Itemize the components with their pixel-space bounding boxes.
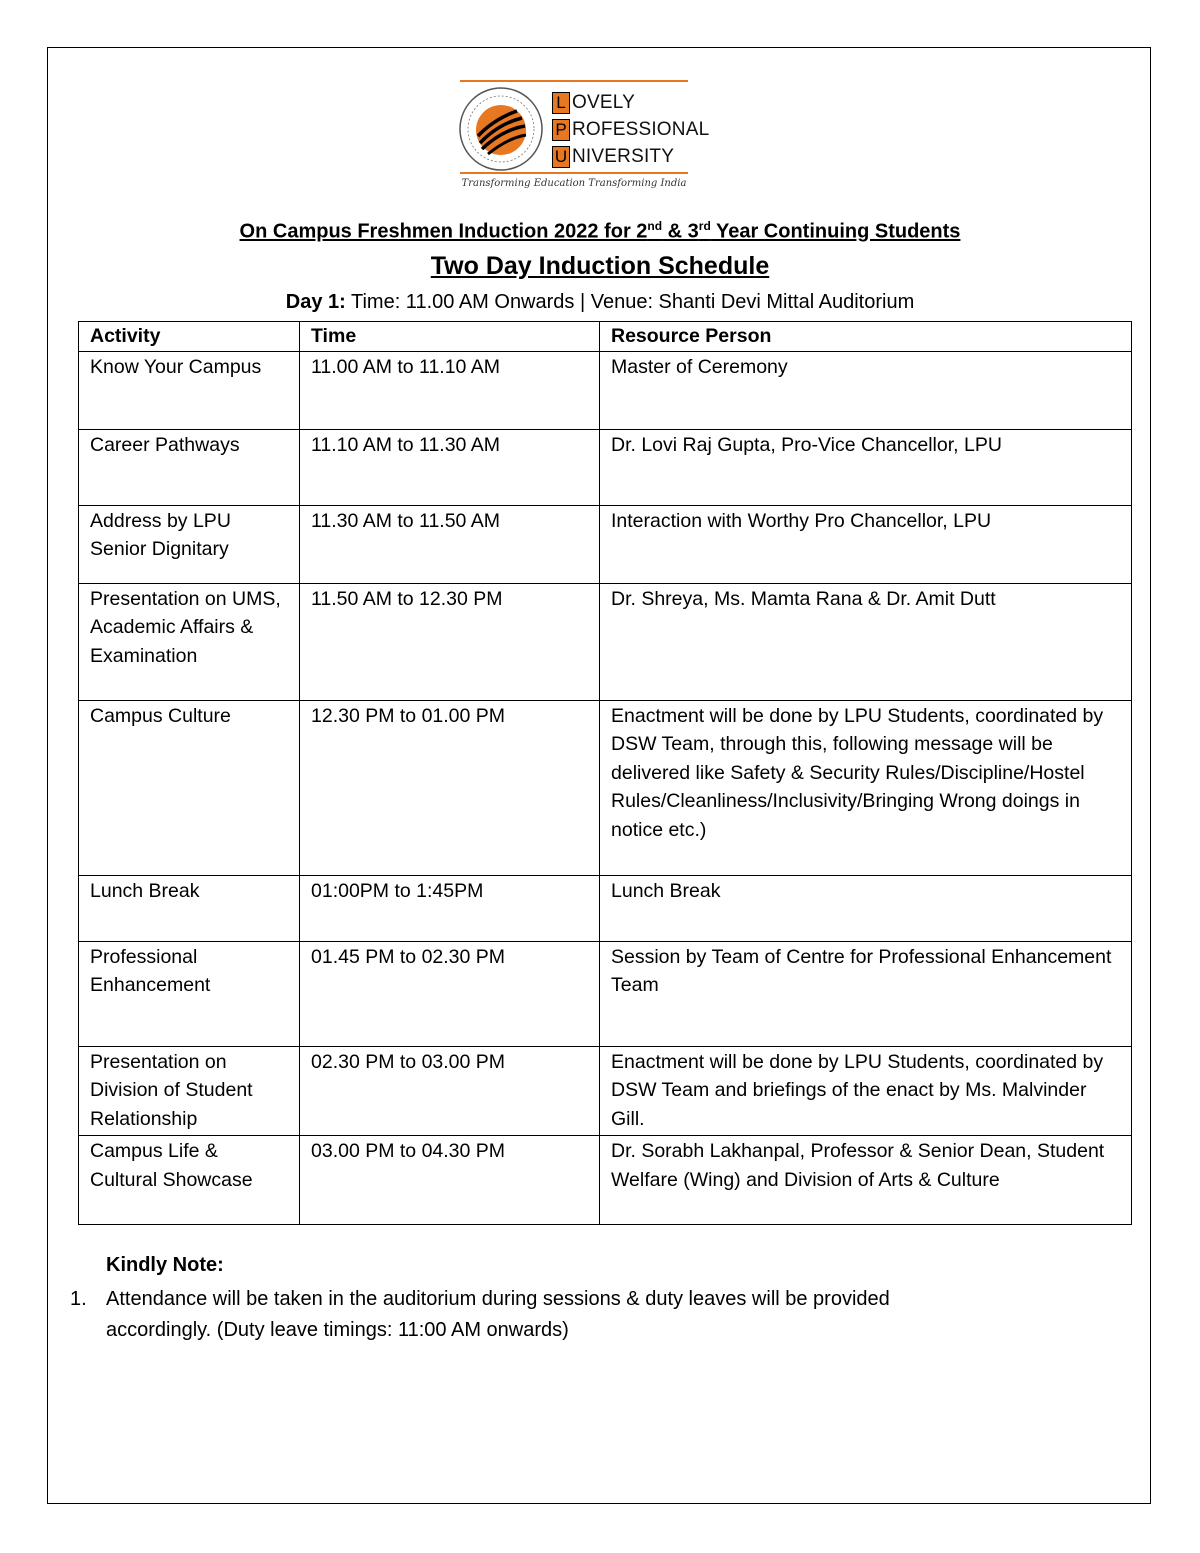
- activity-cell: Career Pathways: [79, 429, 300, 505]
- time-cell: 11.50 AM to 12.30 PM: [300, 583, 600, 700]
- logo-initial: P: [552, 119, 570, 141]
- day-info: [0, 291, 1200, 314]
- time-cell: 11.30 AM to 11.50 AM: [300, 505, 600, 583]
- resource-person-cell: Dr. Sorabh Lakhanpal, Professor & Senior Dean, Student Welfare (Wing) and Division of Arts & Culture: [600, 1136, 1132, 1225]
- logo-word: NIVERSITY: [572, 146, 675, 167]
- activity-cell: Professional Enhancement: [79, 941, 300, 1046]
- table-row: [79, 941, 1132, 1046]
- activity-cell: Lunch Break: [79, 875, 300, 941]
- table-row: [79, 429, 1132, 505]
- activity-cell: Address by LPU Senior Dignitary: [79, 505, 300, 583]
- time-cell: 12.30 PM to 01.00 PM: [300, 700, 600, 875]
- logo-top-bar: [460, 80, 688, 82]
- logo-row: [552, 144, 709, 170]
- logo-row: [552, 90, 709, 116]
- resource-person-cell: Enactment will be done by LPU Students, coordinated by DSW Team, through this, following message will be delivered like Safety & Security Rules/Discipline/Hostel Rules/Cleanliness/Inclusivity/Bringing Wrong doings in notice etc.): [600, 700, 1132, 875]
- resource-person-cell: Dr. Shreya, Ms. Mamta Rana & Dr. Amit Dutt: [600, 583, 1132, 700]
- table-row: [79, 1136, 1132, 1225]
- day-label: Day 1:: [285, 291, 346, 313]
- logo-word: OVELY: [572, 92, 635, 113]
- document-title: [0, 219, 1200, 244]
- time-cell: 03.00 PM to 04.30 PM: [300, 1136, 600, 1225]
- logo-word: ROFESSIONAL: [572, 119, 710, 140]
- table-row: [79, 351, 1132, 429]
- time-cell: 02.30 PM to 03.00 PM: [300, 1046, 600, 1136]
- activity-cell: Presentation on UMS, Academic Affairs & Examination: [79, 583, 300, 700]
- title-part: & 3: [662, 220, 699, 243]
- note-text: Attendance will be taken in the auditorium during sessions & duty leaves will be provided accordingly. (Duty leave timings: 11:00 AM onwards): [106, 1288, 890, 1341]
- resource-person-cell: Interaction with Worthy Pro Chancellor, LPU: [600, 505, 1132, 583]
- lpu-logo: [458, 80, 710, 198]
- activity-cell: Presentation on Division of Student Relationship: [79, 1046, 300, 1136]
- resource-person-cell: Master of Ceremony: [600, 351, 1132, 429]
- day-details: Time: 11.00 AM Onwards | Venue: Shanti Devi Mittal Auditorium: [345, 291, 915, 313]
- time-cell: 11.00 AM to 11.10 AM: [300, 351, 600, 429]
- title-superscript: rd: [698, 219, 711, 233]
- logo-initial: U: [552, 146, 570, 168]
- note-label: Kindly Note:: [106, 1254, 224, 1276]
- logo-tagline: Transforming Education Transforming India: [461, 178, 687, 189]
- table-header-row: [79, 322, 1132, 352]
- schedule-table: [78, 321, 1132, 1225]
- table-row: [79, 1046, 1132, 1136]
- header-resource-person: Resource Person: [600, 322, 1132, 352]
- logo-row: [552, 117, 709, 143]
- header-time: Time: [300, 322, 600, 352]
- logo-bottom-bar: [460, 172, 688, 174]
- title-part: Year Continuing Students: [710, 220, 961, 243]
- activity-cell: Know Your Campus: [79, 351, 300, 429]
- time-cell: 01.45 PM to 02.30 PM: [300, 941, 600, 1046]
- schedule-title: Two Day Induction Schedule: [430, 252, 770, 280]
- table-row: [79, 505, 1132, 583]
- resource-person-cell: Lunch Break: [600, 875, 1132, 941]
- time-cell: 01:00PM to 1:45PM: [300, 875, 600, 941]
- activity-cell: Campus Culture: [79, 700, 300, 875]
- title-superscript: nd: [647, 219, 663, 233]
- table-row: [79, 875, 1132, 941]
- logo-wordmark: [552, 90, 709, 171]
- resource-person-cell: Dr. Lovi Raj Gupta, Pro-Vice Chancellor, LPU: [600, 429, 1132, 505]
- resource-person-cell: Session by Team of Centre for Professional Enhancement Team: [600, 941, 1132, 1046]
- table-row: [79, 700, 1132, 875]
- time-cell: 11.10 AM to 11.30 AM: [300, 429, 600, 505]
- university-emblem-icon: [458, 86, 544, 172]
- table-row: [79, 583, 1132, 700]
- activity-cell: Campus Life & Cultural Showcase: [79, 1136, 300, 1225]
- header-activity: Activity: [79, 322, 300, 352]
- resource-person-cell: Enactment will be done by LPU Students, coordinated by DSW Team and briefings of the enact by Ms. Malvinder Gill.: [600, 1046, 1132, 1136]
- title-part: On Campus Freshmen Induction 2022 for 2: [239, 220, 648, 243]
- logo-initial: L: [552, 92, 570, 114]
- note-number: 1.: [70, 1288, 87, 1310]
- note-list-item: [70, 1284, 990, 1346]
